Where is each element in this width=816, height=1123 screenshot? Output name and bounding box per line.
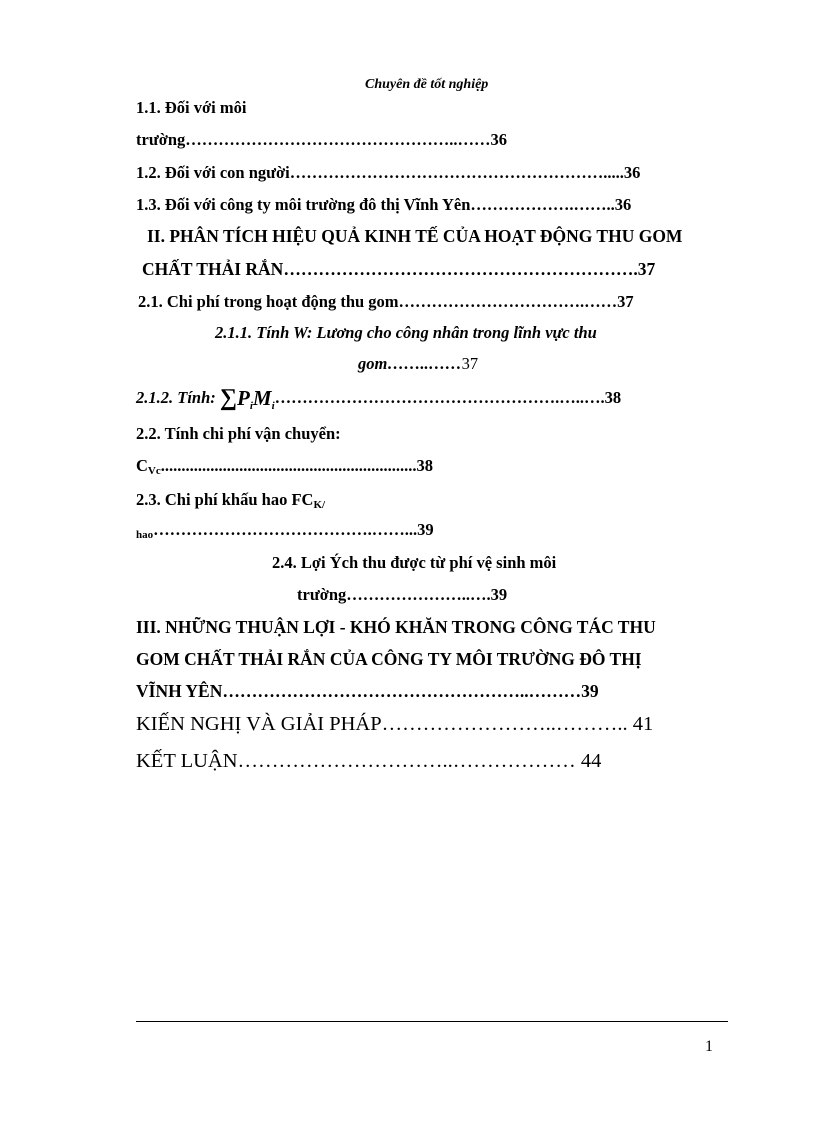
- toc-entry-2-4-line2: trường…………………..….39: [297, 585, 508, 604]
- toc-entry-2-1-2-label: 2.1.2. Tính:: [136, 388, 216, 407]
- formula-p-index: i: [249, 400, 253, 412]
- toc-entry-2-2-line2: [136, 456, 433, 476]
- toc-entry-2-1-2: [136, 383, 621, 410]
- running-header: Chuyên đề tốt nghiệp: [365, 77, 489, 92]
- cvc-subscript: Vc: [147, 465, 161, 477]
- toc-entry-conclusion: KẾT LUẬN…………………………..……………… 44: [136, 750, 602, 772]
- toc-entry-2-3-line2: [136, 520, 434, 540]
- toc-entry-2-3-leader: ………………………………….……...39: [153, 520, 434, 539]
- toc-entry-recommendations: KIẾN NGHỊ VÀ GIẢI PHÁP……………………..……….. 41: [136, 713, 654, 735]
- toc-entry-2-1-1-text: gom……..……: [358, 354, 462, 373]
- sigma-symbol: ∑: [219, 385, 237, 411]
- fc-subscript: K/: [313, 499, 326, 511]
- page-number: 1: [705, 1038, 713, 1055]
- toc-entry-1-2: 1.2. Đối với con người………………………………………………….....36: [136, 163, 641, 182]
- hao-subscript: hao: [136, 529, 154, 541]
- toc-entry-1-1-line2: trường…………………………………………..……36: [136, 130, 508, 149]
- cvc-symbol: C: [136, 456, 148, 475]
- toc-entry-2-2-line1: 2.2. Tính chi phí vận chuyển:: [136, 424, 341, 443]
- toc-entry-1-3: 1.3. Đối với công ty môi trường đô thị Vĩnh Yên……………….……..36: [136, 195, 632, 214]
- formula-sum-pm: [219, 385, 275, 412]
- formula-m-index: i: [271, 400, 275, 412]
- toc-entry-2-4-line1: 2.4. Lợi Ých thu được từ phí vệ sinh môi: [272, 553, 557, 572]
- toc-entry-section-2-line2: CHẤT THẢI RẮN…………………………………………………….37: [142, 259, 656, 279]
- toc-entry-2-1-1-line2: [358, 354, 478, 374]
- toc-entry-2-3-text: 2.3. Chi phí khấu hao FC: [136, 490, 314, 509]
- footer-divider: [136, 1021, 728, 1022]
- toc-entry-2-1: 2.1. Chi phí trong hoạt động thu gom…………………………….……37: [138, 292, 634, 311]
- toc-entry-section-2-line1: II. PHÂN TÍCH HIỆU QUẢ KINH TẾ CỦA HOẠT ĐỘNG THU GOM: [147, 226, 683, 246]
- toc-entry-2-3-line1: [136, 490, 325, 510]
- toc-entry-2-1-1-page: 37: [461, 354, 479, 373]
- toc-entry-2-1-1-line1: 2.1.1. Tính W: Lương cho công nhân trong lĩnh vực thu: [215, 323, 597, 342]
- toc-entry-section-3-line1: III. NHỮNG THUẬN LỢI - KHÓ KHĂN TRONG CÔNG TÁC THU: [136, 617, 656, 637]
- toc-entry-2-1-2-leader: …………………………………………….…..….38: [274, 388, 622, 407]
- formula-m: M: [252, 386, 272, 410]
- formula-p: P: [237, 386, 250, 410]
- toc-entry-section-3-line3: VĨNH YÊN……………………………………………..………39: [136, 681, 599, 701]
- toc-entry-1-1-line1: 1.1. Đối với môi: [136, 98, 247, 117]
- toc-entry-2-2-leader: ..............................................................38: [160, 456, 433, 475]
- toc-entry-section-3-line2: GOM CHẤT THẢI RẮN CỦA CÔNG TY MÔI TRƯỜNG ĐÔ THỊ: [136, 649, 642, 669]
